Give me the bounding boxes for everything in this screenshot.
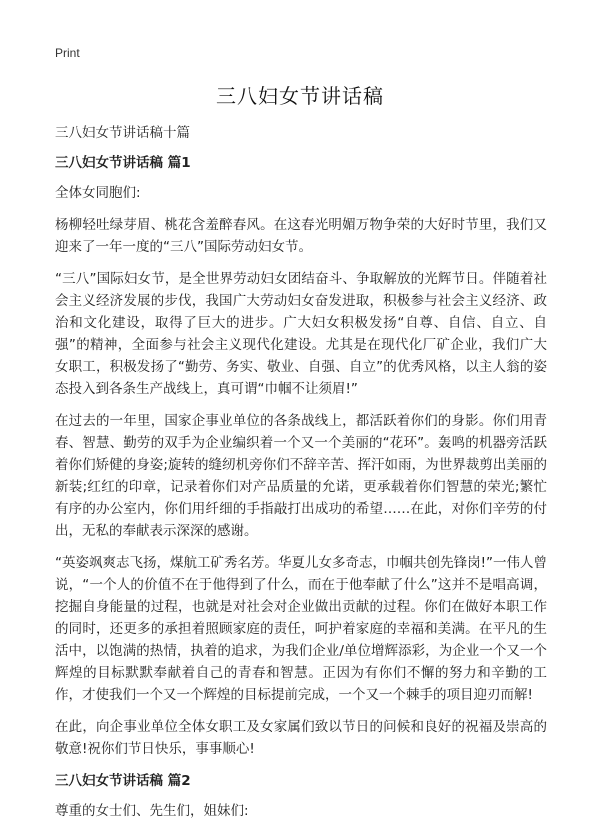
document-subtitle: 三八妇女节讲话稿十篇 [55,125,190,141]
section-heading: 三八妇女节讲话稿 篇2 [55,773,191,789]
speech-section-2 [55,770,547,822]
greeting-paragraph: 全体女同胞们: [55,185,141,201]
body-paragraph: 杨柳轻吐绿芽眉、桃花含羞醉春风。在这春光明媚万物争荣的大好时节里，我们又迎来了一年一度的“三八”国际劳动妇女节。 [55,217,547,255]
print-link[interactable]: Print [55,46,80,60]
body-paragraph: “三八”国际妇女节，是全世界劳动妇女团结奋斗、争取解放的光辉节日。伴随着社会主义经济发展的步伐，我国广大劳动妇女奋发进取，积极参与社会主义经济、政治和文化建设，取得了巨大的进步。广大妇女积极发扬“自尊、自信、自立、自强”的精神，全面参与社会主义现代化建设。尤其是在现代化厂矿企业，我们广大女职工，积极发扬了“勤劳、务实、敬业、自强、自立”的优秀风格，以主人翁的姿态投入到各条生产战线上，真可谓“巾帼不让须眉!” [55,271,547,397]
body-paragraph: 在过去的一年里，国家企事业单位的各条战线上，都活跃着你们的身影。你们用青春、智慧、勤劳的双手为企业编织着一个又一个美丽的“花环”。轰鸣的机器旁活跃着你们矫健的身姿;旋转的缝纫机旁你们不辞辛苦、挥汗如雨，为世界裁剪出美丽的新装;红红的印章，记录着你们对产品质量的允诺，更承载着你们智慧的荣光;繁忙有序的办公室内，你们用纤细的手指敲打出成功的希望……在此，对你们辛劳的付出，无私的奉献表示深深的感谢。 [55,413,547,539]
document-body [55,122,547,832]
closing-paragraph: 在此，向企事业单位全体女职工及女家属们致以节日的问候和良好的祝福及崇高的敬意!祝你们节日快乐，事事顺心! [55,719,547,757]
body-paragraph: “英姿飒爽志飞扬，煤航工矿秀名芳。华夏儿女多奇志，巾帼共创先锋岗!”一伟人曾说，“一个人的价值不在于他得到了什么，而在于他奉献了什么”这并不是唱高调，挖掘自身能量的过程，也就是对社会对企业做出贡献的过程。你们在做好本职工作的同时，还更多的承担着照顾家庭的责任，呵护着家庭的幸福和美满。在平凡的生活中，以饱满的热情，执着的追求，为我们企业/单位增辉添彩，为企业一个又一个辉煌的目标默默奉献着自己的青春和智慧。正因为有你们不懈的努力和辛勤的工作，才使我们一个又一个辉煌的目标提前完成，一个又一个棘手的项目迎刃而解! [55,555,547,703]
greeting-paragraph: 尊重的女士们、先生们，姐妹们: [55,803,249,819]
document-title: 三八妇女节讲话稿 [216,84,384,108]
speech-section-1 [55,152,547,760]
section-heading: 三八妇女节讲话稿 篇1 [55,155,191,171]
